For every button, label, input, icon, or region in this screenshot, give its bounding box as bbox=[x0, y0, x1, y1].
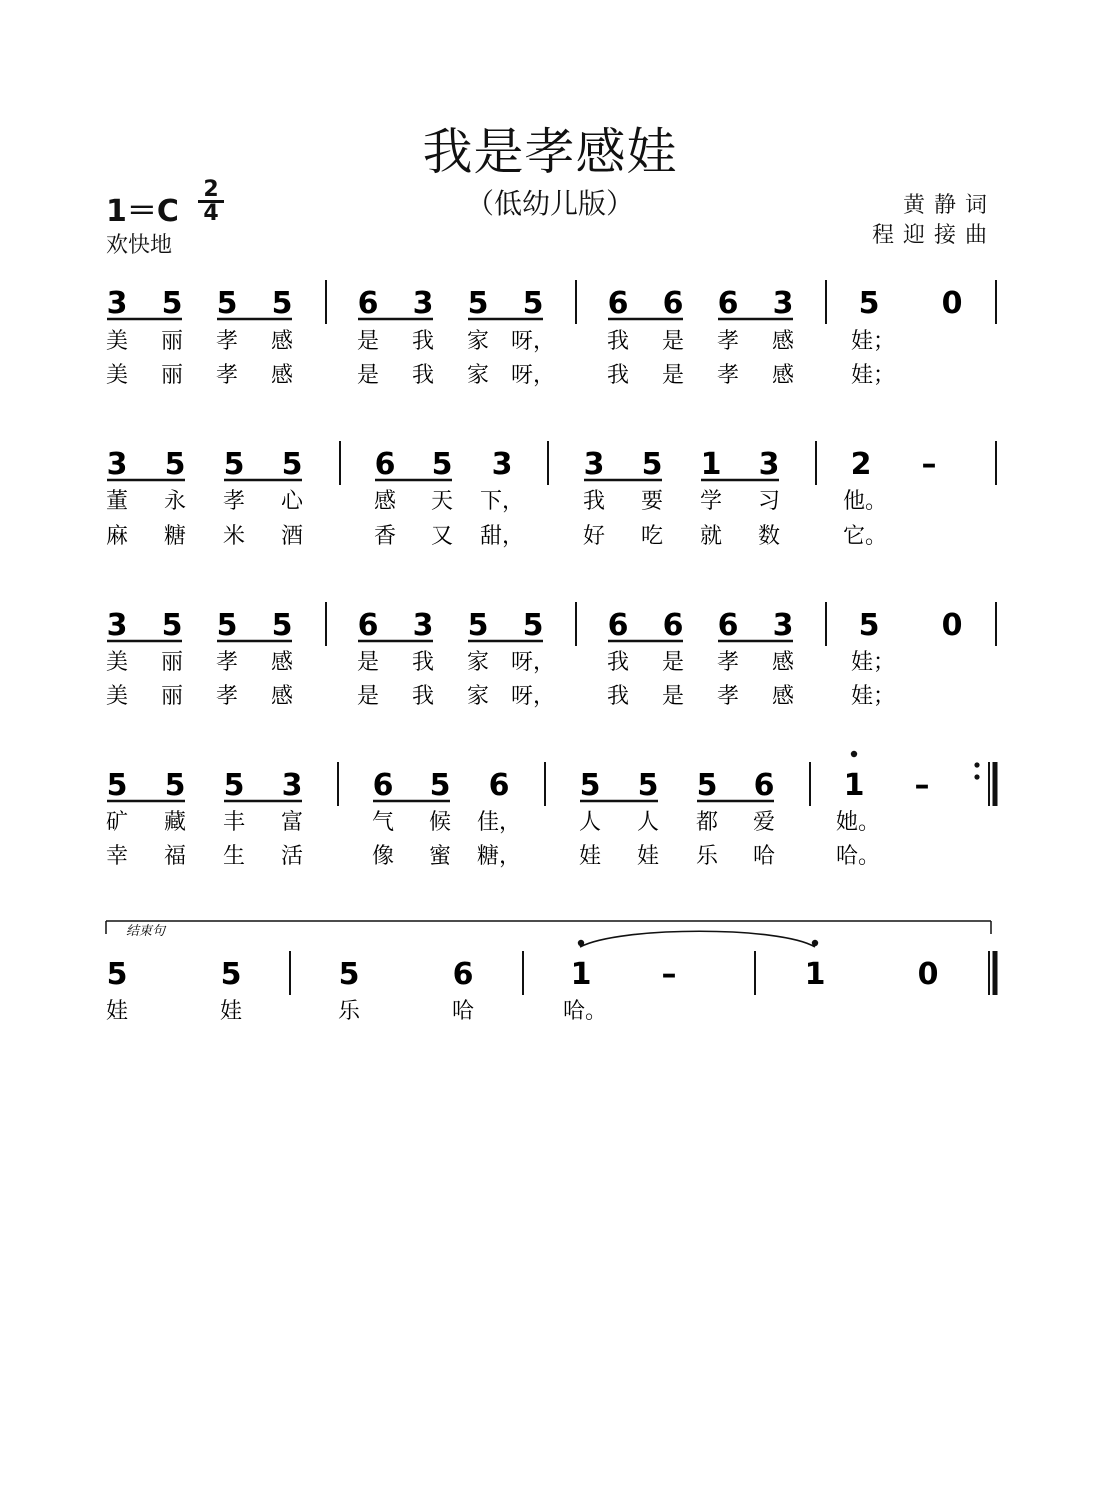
note: 3 bbox=[412, 608, 434, 643]
lyric-verse2: 孝 bbox=[716, 684, 740, 709]
repeat-dot bbox=[974, 774, 979, 779]
lyric-verse2: 娃 bbox=[636, 844, 660, 869]
lyric-verse1: 学 bbox=[699, 489, 723, 514]
song-subtitle: （低幼儿版） bbox=[465, 187, 634, 220]
note: 0 bbox=[941, 286, 963, 321]
lyric-verse1: 我 bbox=[411, 650, 435, 675]
lyric-verse1: 孝 bbox=[716, 329, 740, 354]
lyric-verse2: 幸 bbox=[105, 844, 129, 869]
note: 3 bbox=[106, 608, 128, 643]
note: – bbox=[661, 957, 677, 992]
lyric-verse1: 哈。 bbox=[562, 999, 608, 1024]
lyric-verse2: 家 bbox=[466, 363, 490, 388]
lyric-verse2: 是 bbox=[661, 684, 685, 709]
lyric-verse1: 乐 bbox=[337, 999, 361, 1024]
lyric-verse1: 孝 bbox=[222, 489, 246, 514]
note: 1 bbox=[700, 447, 722, 482]
note: 5 bbox=[161, 608, 183, 643]
note: 6 bbox=[452, 957, 474, 992]
note: 5 bbox=[216, 286, 238, 321]
note: 5 bbox=[637, 768, 659, 803]
note: 5 bbox=[223, 447, 245, 482]
lyric-verse2: 福 bbox=[163, 844, 187, 869]
lyric-verse1: 孝 bbox=[215, 650, 239, 675]
time-signature-top: 2 bbox=[203, 177, 219, 202]
note: 6 bbox=[357, 608, 379, 643]
note: 6 bbox=[374, 447, 396, 482]
lyric-verse1: 娃； bbox=[850, 650, 896, 675]
lyric-verse2: 哈。 bbox=[835, 844, 881, 869]
lyric-verse1: 富 bbox=[280, 810, 304, 835]
lyric-verse1: 感 bbox=[270, 650, 294, 675]
lyric-verse1: 天 bbox=[430, 489, 454, 514]
lyric-verse2: 哈 bbox=[752, 844, 776, 869]
lyric-verse2: 娃； bbox=[850, 363, 896, 388]
note: – bbox=[914, 768, 930, 803]
tie-slur bbox=[580, 931, 815, 947]
lyric-verse2: 像 bbox=[371, 844, 395, 869]
lyric-verse1: 藏 bbox=[163, 810, 187, 835]
note: 3 bbox=[106, 286, 128, 321]
lyric-verse2: 感 bbox=[270, 684, 294, 709]
lyric-verse2: 娃 bbox=[578, 844, 602, 869]
lyric-verse1: 下， bbox=[479, 489, 525, 514]
lyric-verse2: 呀， bbox=[510, 684, 556, 709]
lyric-verse1: 娃 bbox=[105, 999, 129, 1024]
lyric-verse1: 她。 bbox=[835, 810, 881, 835]
lyric-verse2: 娃； bbox=[850, 684, 896, 709]
note: 5 bbox=[579, 768, 601, 803]
lyric-verse2: 我 bbox=[606, 363, 630, 388]
lyric-verse2: 呀， bbox=[510, 363, 556, 388]
note: 6 bbox=[753, 768, 775, 803]
lyric-verse1: 丽 bbox=[160, 329, 184, 354]
lyric-verse1: 气 bbox=[371, 810, 395, 835]
lyric-verse2: 我 bbox=[606, 684, 630, 709]
lyric-verse1: 感 bbox=[771, 329, 795, 354]
octave-dot bbox=[851, 751, 857, 757]
note: 6 bbox=[607, 608, 629, 643]
lyric-verse1: 佳， bbox=[476, 810, 522, 835]
note: 6 bbox=[372, 768, 394, 803]
lyric-verse1: 心 bbox=[280, 489, 304, 514]
lyric-verse1: 家 bbox=[466, 329, 490, 354]
lyric-verse1: 美 bbox=[105, 650, 129, 675]
lyric-verse1: 娃； bbox=[850, 329, 896, 354]
coda-label: 结束句 bbox=[126, 924, 166, 939]
note: 5 bbox=[220, 957, 242, 992]
lyric-verse2: 是 bbox=[356, 684, 380, 709]
lyric-verse1: 是 bbox=[356, 650, 380, 675]
note: 5 bbox=[281, 447, 303, 482]
lyric-verse2: 酒 bbox=[280, 524, 304, 549]
lyric-verse2: 糖 bbox=[163, 524, 187, 549]
note: 5 bbox=[338, 957, 360, 992]
lyric-verse1: 哈 bbox=[451, 999, 475, 1024]
lyric-verse1: 孝 bbox=[215, 329, 239, 354]
note: 3 bbox=[491, 447, 513, 482]
key-signature: 1＝C bbox=[106, 194, 179, 229]
lyric-verse2: 好 bbox=[582, 524, 606, 549]
note: 0 bbox=[917, 957, 939, 992]
note: 5 bbox=[858, 608, 880, 643]
note: 5 bbox=[641, 447, 663, 482]
note: 6 bbox=[717, 608, 739, 643]
time-signature-bottom: 4 bbox=[203, 201, 219, 226]
lyric-verse1: 家 bbox=[466, 650, 490, 675]
composer-credit: 程迎接曲 bbox=[871, 223, 996, 248]
note: 5 bbox=[467, 608, 489, 643]
note: 6 bbox=[662, 608, 684, 643]
lyric-verse1: 矿 bbox=[105, 810, 129, 835]
note: 5 bbox=[161, 286, 183, 321]
lyric-verse2: 我 bbox=[411, 684, 435, 709]
lyric-verse1: 都 bbox=[695, 810, 719, 835]
lyric-verse1: 我 bbox=[606, 329, 630, 354]
note: 5 bbox=[216, 608, 238, 643]
lyric-verse2: 蜜 bbox=[428, 844, 452, 869]
lyric-verse2: 美 bbox=[105, 684, 129, 709]
note: 6 bbox=[488, 768, 510, 803]
lyric-verse2: 就 bbox=[699, 524, 723, 549]
lyric-verse1: 呀， bbox=[510, 329, 556, 354]
lyric-verse2: 丽 bbox=[160, 363, 184, 388]
lyric-verse2: 感 bbox=[771, 363, 795, 388]
lyric-verse2: 感 bbox=[270, 363, 294, 388]
note: 5 bbox=[271, 286, 293, 321]
lyric-verse2: 是 bbox=[661, 363, 685, 388]
note: 5 bbox=[106, 957, 128, 992]
lyric-verse1: 永 bbox=[163, 489, 187, 514]
note: 3 bbox=[106, 447, 128, 482]
lyric-verse2: 又 bbox=[430, 524, 454, 549]
lyric-verse1: 是 bbox=[661, 650, 685, 675]
lyric-verse2: 吃 bbox=[640, 524, 664, 549]
lyric-verse1: 是 bbox=[356, 329, 380, 354]
lyric-verse2: 米 bbox=[222, 524, 246, 549]
note: – bbox=[921, 447, 937, 482]
lyric-verse1: 丰 bbox=[222, 810, 246, 835]
lyric-verse1: 习 bbox=[757, 489, 781, 514]
lyric-verse1: 人 bbox=[636, 810, 660, 835]
note: 3 bbox=[758, 447, 780, 482]
note: 2 bbox=[850, 447, 872, 482]
lyric-verse1: 感 bbox=[771, 650, 795, 675]
lyric-verse1: 人 bbox=[578, 810, 602, 835]
lyric-verse1: 我 bbox=[411, 329, 435, 354]
note: 3 bbox=[583, 447, 605, 482]
lyric-verse1: 他。 bbox=[842, 489, 888, 514]
note: 3 bbox=[772, 286, 794, 321]
repeat-dot bbox=[974, 762, 979, 767]
tempo-marking: 欢快地 bbox=[106, 233, 173, 258]
lyric-verse1: 我 bbox=[606, 650, 630, 675]
lyric-verse2: 它。 bbox=[842, 524, 888, 549]
lyric-verse2: 糖， bbox=[476, 844, 522, 869]
note: 5 bbox=[164, 768, 186, 803]
note: 1 bbox=[570, 957, 592, 992]
note: 1 bbox=[843, 768, 865, 803]
lyric-verse1: 感 bbox=[373, 489, 397, 514]
lyric-verse2: 数 bbox=[757, 524, 781, 549]
lyric-verse2: 生 bbox=[222, 844, 246, 869]
lyric-verse1: 孝 bbox=[716, 650, 740, 675]
lyric-verse2: 香 bbox=[373, 524, 397, 549]
lyric-verse2: 美 bbox=[105, 363, 129, 388]
note: 3 bbox=[772, 608, 794, 643]
note: 5 bbox=[164, 447, 186, 482]
lyric-verse2: 家 bbox=[466, 684, 490, 709]
lyric-verse2: 乐 bbox=[695, 844, 719, 869]
lyric-verse2: 丽 bbox=[160, 684, 184, 709]
lyricist-credit: 黄静词 bbox=[902, 193, 996, 218]
lyric-verse1: 我 bbox=[582, 489, 606, 514]
note: 1 bbox=[804, 957, 826, 992]
lyric-verse2: 我 bbox=[411, 363, 435, 388]
lyric-verse1: 呀， bbox=[510, 650, 556, 675]
note: 5 bbox=[696, 768, 718, 803]
lyric-verse1: 感 bbox=[270, 329, 294, 354]
lyric-verse2: 活 bbox=[280, 844, 304, 869]
note: 6 bbox=[607, 286, 629, 321]
note: 6 bbox=[357, 286, 379, 321]
lyric-verse2: 孝 bbox=[215, 363, 239, 388]
note: 5 bbox=[467, 286, 489, 321]
lyric-verse1: 董 bbox=[105, 489, 129, 514]
note: 6 bbox=[717, 286, 739, 321]
lyric-verse1: 要 bbox=[640, 489, 664, 514]
lyric-verse2: 是 bbox=[356, 363, 380, 388]
song-title: 我是孝感娃 bbox=[422, 123, 678, 181]
lyric-verse1: 是 bbox=[661, 329, 685, 354]
note: 0 bbox=[941, 608, 963, 643]
note: 6 bbox=[662, 286, 684, 321]
note: 5 bbox=[858, 286, 880, 321]
lyric-verse1: 美 bbox=[105, 329, 129, 354]
lyric-verse1: 候 bbox=[428, 810, 452, 835]
note: 5 bbox=[429, 768, 451, 803]
lyric-verse2: 孝 bbox=[215, 684, 239, 709]
lyric-verse1: 爱 bbox=[752, 810, 776, 835]
note: 3 bbox=[281, 768, 303, 803]
note: 3 bbox=[412, 286, 434, 321]
note: 5 bbox=[522, 608, 544, 643]
lyric-verse2: 感 bbox=[771, 684, 795, 709]
note: 5 bbox=[223, 768, 245, 803]
lyric-verse2: 甜， bbox=[479, 524, 525, 549]
lyric-verse1: 娃 bbox=[219, 999, 243, 1024]
note: 5 bbox=[271, 608, 293, 643]
note: 5 bbox=[106, 768, 128, 803]
lyric-verse2: 麻 bbox=[105, 524, 129, 549]
note: 5 bbox=[431, 447, 453, 482]
note: 5 bbox=[522, 286, 544, 321]
lyric-verse2: 孝 bbox=[716, 363, 740, 388]
lyric-verse1: 丽 bbox=[160, 650, 184, 675]
